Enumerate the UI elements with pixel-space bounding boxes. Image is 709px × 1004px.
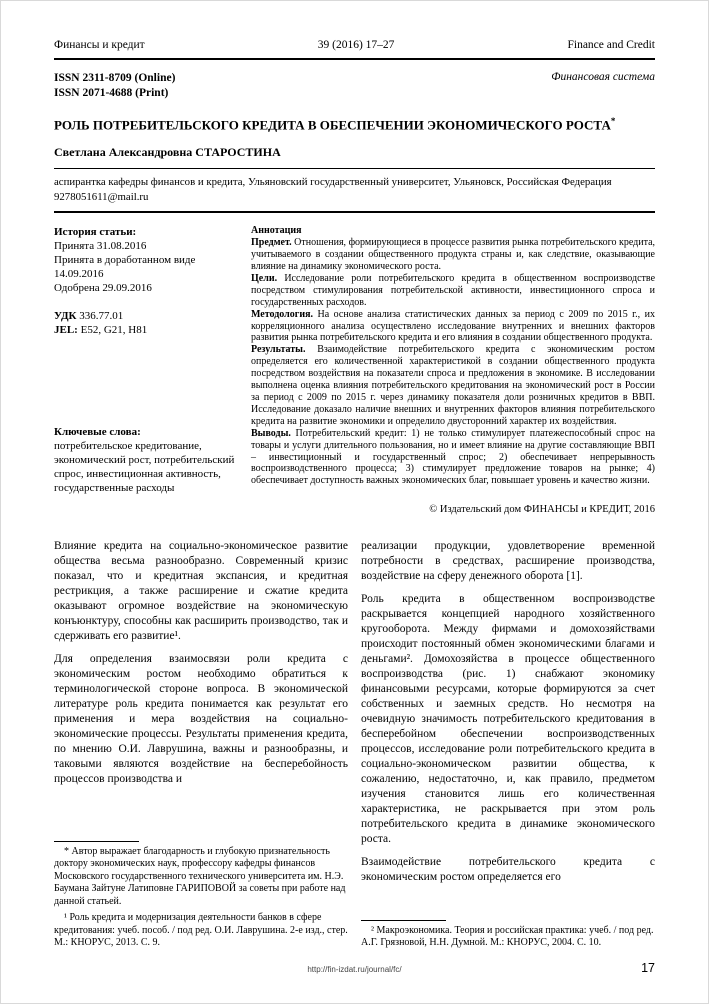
abstract-methods-label: Методология. xyxy=(251,308,313,320)
footnote-2: ² Макроэкономика. Теория и российская практика: учеб. / под ред. А.Г. Грязновой, Н.Н. Думной. М.: КНОРУС, 2004. С. 10. xyxy=(361,924,654,948)
journal-name-ru: Финансы и кредит xyxy=(54,39,145,51)
footnote-1: ¹ Роль кредита и модернизация деятельности банков в сфере кредитования: учеб. пособ. / под ред. О.И. Лаврушина. 2-е изд., стер. М.: КНОРУС, 2013. С. 9. xyxy=(54,912,348,948)
publisher-url: http://fin-izdat.ru/journal/fc/ xyxy=(307,965,402,975)
udk-label: УДК xyxy=(54,310,77,323)
body-paragraph: Взаимодействие потребительского кредита с экономическим ростом определяется его xyxy=(361,856,655,884)
abstract-heading: Аннотация xyxy=(251,225,302,237)
issn-block xyxy=(54,71,175,101)
abstract xyxy=(251,225,655,495)
abstract-methods xyxy=(251,309,655,345)
body-paragraph: Для определения взаимосвязи роли кредита с экономическим ростом необходимо обратиться к терминологической стороне вопроса. В экономической литературе роль кредита понимается как результат его применения и мера воздействия на социально-экономические процессы. Результаты применения кредита, по мнению О.И. Лаврушина, важны и разнообразны, и таковыми являются воздействие на бесперебойность процессов производства и xyxy=(54,653,348,786)
keywords-list: потребительское кредитование, экономический рост, потребительский спрос, инвестиционная активность, государственные расходы xyxy=(54,440,235,495)
history-accepted: Одобрена 29.09.2016 xyxy=(54,282,152,295)
page-footer xyxy=(54,961,655,977)
issn-row xyxy=(54,71,655,101)
history-received: Принята 31.08.2016 xyxy=(54,240,147,253)
history-label: История статьи: xyxy=(54,226,137,239)
body-paragraph: реализации продукции, удовлетворение временной потребности в средствах, расширение производства, воздействие на сферу денежного оборота [1]. xyxy=(361,540,655,583)
article-title xyxy=(54,116,655,133)
issn-online: ISSN 2311-8709 (Online) xyxy=(54,72,176,84)
body-paragraph: Роль кредита в общественном воспроизводстве раскрывается концепцией народного хозяйственного кругооборота. Между фирмами и домохозяйствами происходит постоянный обмен экономическими благами и деньгами². Домохозяйства в процессе общественного воспроизводства (рис. 1) снабжают экономику финансовыми ресурсами, которые формируются за счет собственных и заемных средств. Но несмотря на очевидную значимость потребительского кредитования в бесперебойном обеспечении воспроизводственных процессов, исследование роли потребительского кредита в социально-экономическом развитии общества, к сожалению, недостаточно, и, как правило, предметом изучения становится лишь его количественная характеристика, не раскрывается при этом роль потребительского кредита в динамике экономического роста. xyxy=(361,593,655,846)
author-affiliation xyxy=(54,175,655,204)
body-column-right xyxy=(361,539,655,953)
abstract-conclusions-text: Потребительский кредит: 1) не только стимулирует платежеспособный спрос на товары и услуги длительного пользования, но и имеет влияние на другие составляющие ВВП – инвестиционный и государственный спрос; 2) обеспечивает непрерывность воспроизводственного процесса; 3) стимулирует предложение товаров на рынке; 4) обеспечивает доступность важных экономических благ, повышает уровень и качество жизни. xyxy=(251,427,656,487)
metadata-section xyxy=(54,225,655,495)
udk-value: 336.77.01 xyxy=(79,310,124,323)
article-title-text: РОЛЬ ПОТРЕБИТЕЛЬСКОГО КРЕДИТА В ОБЕСПЕЧЕНИИ ЭКОНОМИЧЕСКОГО РОСТА xyxy=(54,117,611,133)
footnote-separator xyxy=(54,841,139,842)
footnote-acknowledgement: * Автор выражает благодарность и глубокую признательность доктору экономических наук, профессору кафедры финансов Московского государственного технического университета им. Н.Э. Баумана Зайтуне Латиповне ГАРИПОВОЙ за советы при работе над данной статьей. xyxy=(54,846,346,907)
abstract-results-text: Взаимодействие потребительского кредита с экономическим ростом определяется его количественной характеристикой в создании общественного продукта посредством воздействия на показатели спроса и предложения в экономике. В исследовании выполнена оценка влияния потребительского кредитования на экономический рост в России за период с 2009 по 2015 г. через динамику показателя доли розничных кредитов в ВВП. Исследование доказало наличие внешних и внутренних факторов влияния потребительского кредита на развитие экономики и определило двусторонний характер их воздействия. xyxy=(251,344,656,427)
abstract-conclusions xyxy=(251,428,655,488)
keywords-label: Ключевые слова: xyxy=(54,426,141,439)
affiliation-text: аспирантка кафедры финансов и кредита, Ульяновский государственный университет, Ульяновск, Российская Федерация xyxy=(54,176,612,189)
footnote-separator xyxy=(361,920,446,921)
title-footnote-mark: * xyxy=(610,116,616,126)
article-history-column xyxy=(54,225,239,495)
footnotes-right xyxy=(361,920,655,954)
footnotes-left xyxy=(54,841,348,953)
history-revised: Принята в доработанном виде 14.09.2016 xyxy=(54,254,196,281)
issn-print: ISSN 2071-4688 (Print) xyxy=(54,87,169,99)
jel-line xyxy=(54,323,239,337)
keywords-block xyxy=(54,425,239,495)
abstract-subject xyxy=(251,237,655,273)
author-rule xyxy=(54,168,655,169)
issue-info: 39 (2016) 17–27 xyxy=(317,39,395,51)
body-column-left xyxy=(54,539,348,953)
affiliation-rule xyxy=(54,211,655,213)
body-paragraph: Влияние кредита на социально-экономическое развитие общества весьма разнообразно. Современный кризис показал, что и кредитная экспансия, и кредитная рестрикция, а также расширение и сжатие кредита оказывают огромное воздействие на экономическую конъюнктуру, способны как расширить производство, так и сдерживать его развитие¹. xyxy=(54,540,348,643)
author-name: Светлана Александровна СТАРОСТИНА xyxy=(54,145,281,160)
running-head xyxy=(54,39,655,51)
abstract-results-label: Результаты. xyxy=(251,344,306,356)
abstract-conclusions-label: Выводы. xyxy=(251,427,291,439)
header-rule xyxy=(54,58,655,60)
journal-section: Финансовая система xyxy=(551,71,655,83)
udk-line xyxy=(54,309,239,323)
abstract-objectives xyxy=(251,273,655,309)
copyright-line: © Издательский дом ФИНАНСЫ и КРЕДИТ, 2016 xyxy=(429,504,655,516)
jel-value: E52, G21, H81 xyxy=(80,324,148,337)
abstract-objectives-label: Цели. xyxy=(251,272,278,284)
abstract-subject-label: Предмет. xyxy=(251,237,292,249)
abstract-methods-text: На основе анализа статистических данных за период с 2009 по 2015 г., их корреляционного анализа осуществлено исследование внутренних и внешних факторов развития рынка потребительского кредита и его влияния в создании общественного продукта. xyxy=(251,308,655,344)
page-number: 17 xyxy=(641,961,655,976)
article-body xyxy=(54,539,655,953)
abstract-results xyxy=(251,344,655,427)
journal-name-en: Finance and Credit xyxy=(567,39,655,51)
author-email: 9278051611@mail.ru xyxy=(54,190,149,203)
abstract-subject-text: Отношения, формирующиеся в процессе развития рынка потребительского кредита, учитываемого в создании общественного продукта страны и, как следствие, оказывающие влияние на динамику экономического роста. xyxy=(251,237,656,273)
abstract-objectives-text: Исследование роли потребительского кредита в общественном воспроизводстве посредством стимулирования потребительской активности, инвестиционного спроса и государственных расходов. xyxy=(251,272,656,308)
jel-label: JEL: xyxy=(54,324,78,337)
classification-block xyxy=(54,309,239,337)
